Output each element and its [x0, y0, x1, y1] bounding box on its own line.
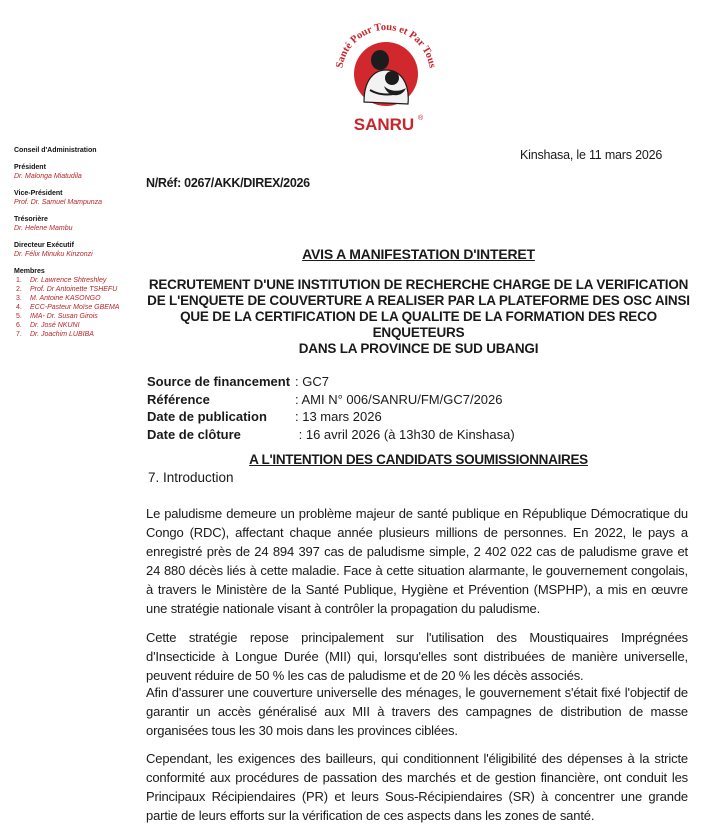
member-number: 1.: [16, 277, 22, 284]
notice-title: AVIS A MANIFESTATION D'INTERET: [302, 246, 535, 262]
intention-heading: A L'INTENTION DES CANDIDATS SOUMISSIONNAIRES: [249, 452, 588, 467]
board-heading: Conseil d'Administration: [14, 147, 97, 154]
body-paragraph: Afin d'assurer une couverture universelle des ménages, le gouvernement s'était fixé l'objectif de garantir un accès généralisé aux MII à travers des campagnes de distribution de masse organisées tous les 30 mois dans les provinces ciblées.: [146, 685, 688, 738]
meta-value: : 16 avril 2026 (à 13h30 de Kinshasa): [295, 426, 515, 442]
member-name: M. Antoine KASONGO: [30, 295, 101, 302]
list-item: [14, 294, 142, 303]
executive-director-heading: Directeur Exécutif: [14, 242, 74, 249]
list-item: [14, 330, 142, 339]
letter-date: Kinshasa, le 11 mars 2026: [520, 148, 663, 162]
member-number: 5.: [16, 313, 22, 320]
sanru-logo-graphic: [330, 6, 442, 138]
list-item: [14, 321, 142, 330]
subject-line: QUE DE LA CERTIFICATION DE LA QUALITE DE LA FORMATION DES RECO: [180, 309, 657, 324]
subject-line: DANS LA PROVINCE DE SUD UBANGI: [298, 341, 539, 356]
president-heading: Président: [14, 164, 46, 171]
notice-metadata: [147, 373, 515, 443]
list-item: [14, 285, 142, 294]
meta-label: Date de clôture: [147, 426, 241, 442]
president-name: Dr. Malonga Miatudila: [14, 173, 82, 180]
member-name: Dr. Lawrence Shtreshley: [30, 277, 107, 284]
meta-label: Date de publication: [147, 409, 267, 424]
subject-line: ENQUETEURS: [372, 325, 465, 340]
member-number: 2.: [16, 286, 22, 293]
member-name: ECC-Pasteur Moïse GBEMA: [30, 304, 120, 311]
subject-line: DE L'ENQUETE DE COUVERTURE A REALISER PAR LA PLATEFORME DES OSC AINSI: [147, 293, 690, 308]
treasurer-name: Dr. Helene Mambu: [14, 225, 73, 232]
meta-label: Source de financement: [147, 374, 291, 389]
logo-registered-mark: ®: [418, 115, 424, 122]
member-name: Prof. Dr Antoinette TSHEFU: [30, 286, 118, 293]
member-name: Dr. Joachim LUBIBA: [30, 331, 94, 338]
board-sidebar: [14, 146, 142, 347]
list-item: [14, 276, 142, 285]
members-list: [14, 276, 142, 339]
member-number: 6.: [16, 322, 22, 329]
meta-value: : GC7: [295, 374, 329, 389]
meta-row: [147, 391, 515, 409]
executive-director-name: Dr. Félix Minuku Kinzonzi: [14, 251, 93, 258]
list-item: [14, 303, 142, 312]
meta-row: [147, 426, 515, 444]
notice-subject: [146, 277, 691, 357]
meta-row: [147, 408, 515, 426]
logo-name: SANRU: [353, 115, 415, 134]
members-heading: Membres: [14, 268, 45, 275]
introduction-heading: 7. Introduction: [148, 470, 234, 485]
sanru-logo: [330, 6, 442, 138]
body-paragraph: Cependant, les exigences des bailleurs, qui conditionnent l'éligibilité des dépenses à la stricte conformité aux procédures de passation des marchés et de gestion financière, ont conduit les Principaux Récipiendaires (PR) et leurs Sous-Récipiendaires (SR) à concentrer une grande partie de leurs efforts sur la vérification de ces aspects dans les zones de santé.: [146, 751, 688, 823]
body-paragraph: Le paludisme demeure un problème majeur de santé publique en République Démocratique du Congo (RDC), affectant chaque année plusieurs millions de personnes. En 2022, le pays a enregistré près de 24 894 397 cas de paludisme simple, 2 402 022 cas de paludisme grave et 24 880 décès liés à cette maladie. Face à cette situation alarmante, le gouvernement congolais, à travers le Ministère de la Santé Publique, Hygiène et Prévention (MSPHP), a mis en œuvre une stratégie nationale visant à contrôler la propagation du paludisme.: [146, 506, 688, 616]
vice-president-heading: Vice-Président: [14, 190, 63, 197]
member-name: IMA- Dr. Susan Girois: [30, 313, 98, 320]
subject-line: RECRUTEMENT D'UNE INSTITUTION DE RECHERCHE CHARGE DE LA VERIFICATION: [148, 277, 689, 292]
body-paragraph: Cette stratégie repose principalement sur l'utilisation des Moustiquaires Imprégnées d'Insecticide à Longue Durée (MII) qui, lorsqu'elles sont distribuées de manière universelle, peuvent réduire de 50 % les cas de paludisme et de 20 % les décès associés.: [146, 630, 688, 683]
logo-arc-text: Santé Pour Tous et Par Tous: [334, 21, 438, 69]
meta-row: [147, 373, 515, 391]
member-number: 7.: [16, 331, 22, 338]
meta-value: : 13 mars 2026: [295, 409, 382, 424]
letter-reference: N/Réf: 0267/AKK/DIREX/2026: [146, 176, 310, 190]
meta-value: : AMI N° 006/SANRU/FM/GC7/2026: [295, 391, 503, 407]
meta-label: Référence: [147, 391, 210, 407]
list-item: [14, 312, 142, 321]
vice-president-name: Prof. Dr. Samuel Mampunza: [14, 199, 103, 206]
treasurer-heading: Trésorière: [14, 216, 48, 223]
member-name: Dr. José NKUNI: [30, 322, 80, 329]
member-number: 3.: [16, 295, 22, 302]
member-number: 4.: [16, 304, 22, 311]
